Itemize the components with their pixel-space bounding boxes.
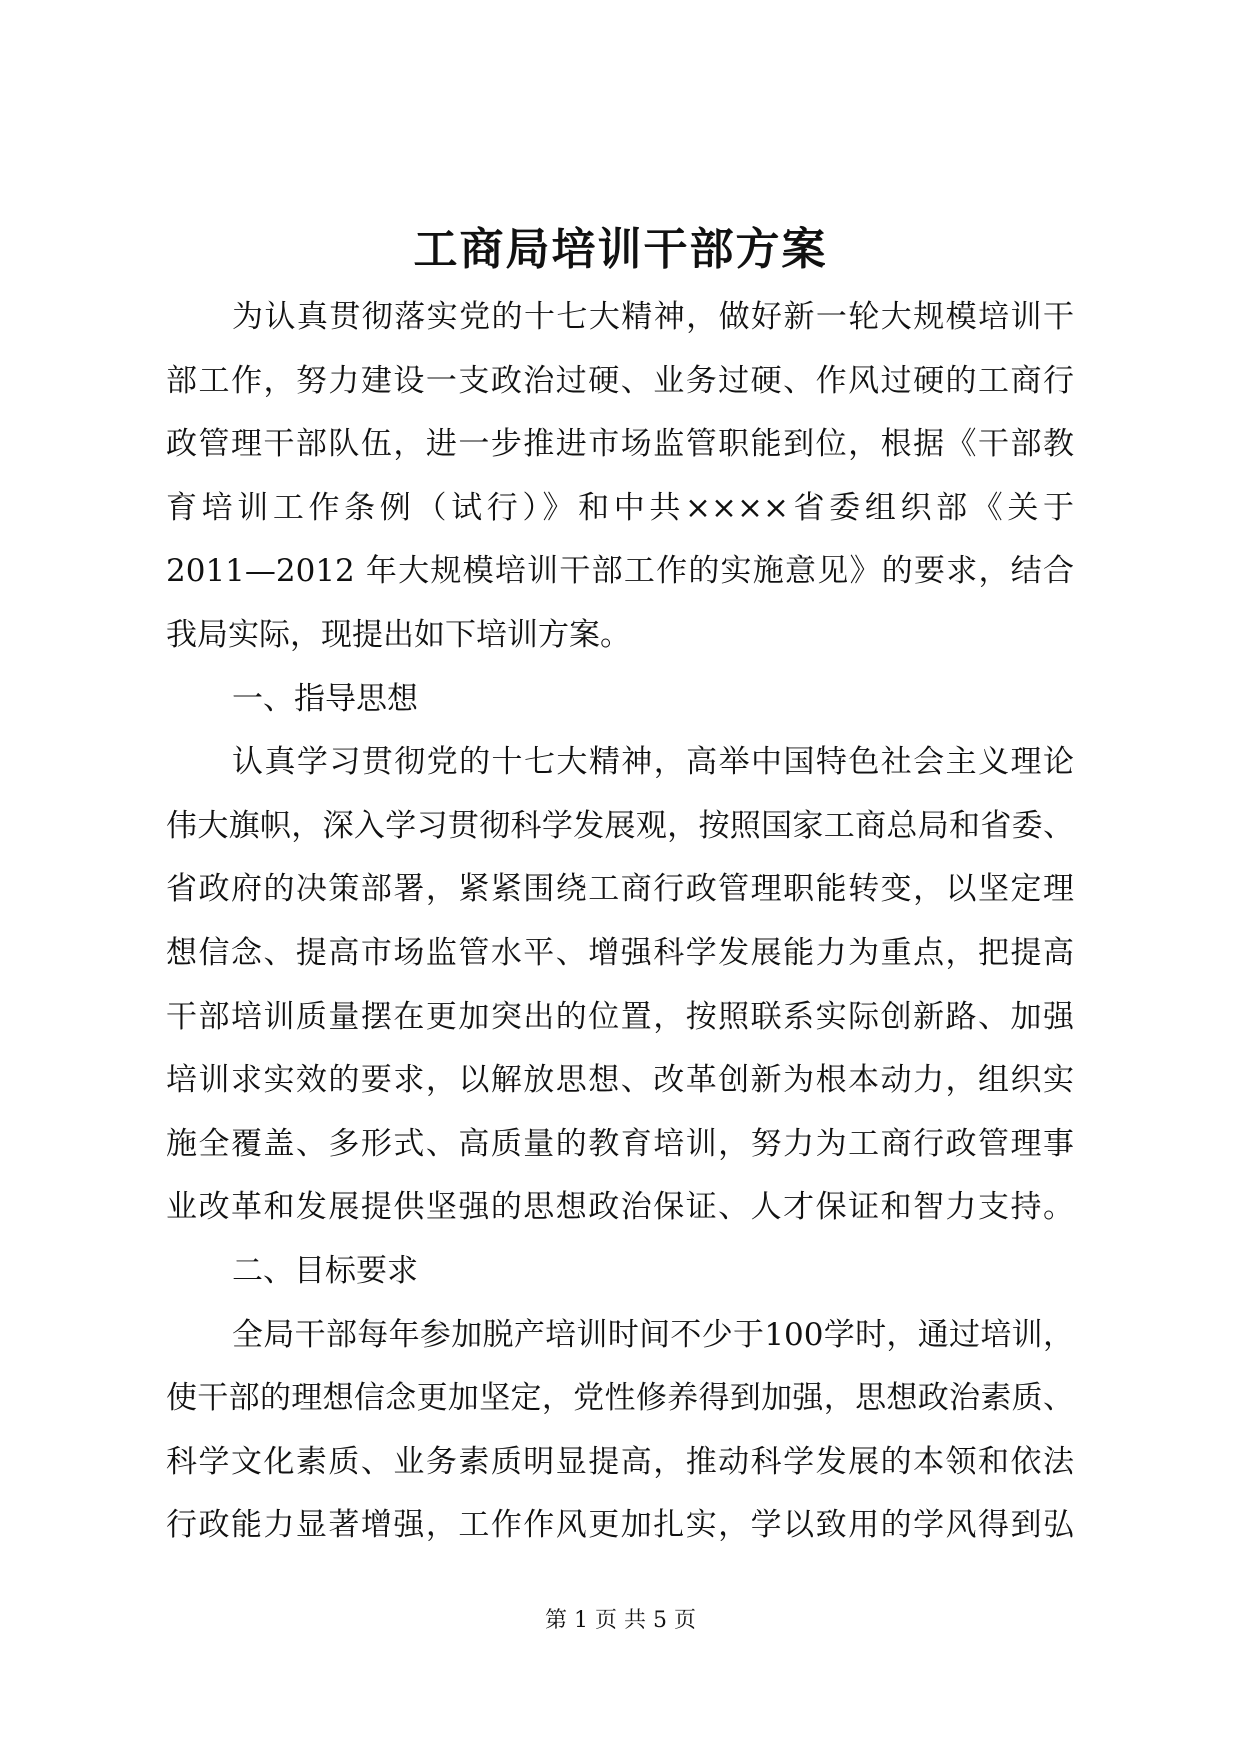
text-line: 科学文化素质、业务素质明显提高，推动科学发展的本领和依法: [166, 1443, 1074, 1480]
text-line: 施全覆盖、多形式、高质量的教育培训，努力为工商行政管理事: [166, 1125, 1074, 1162]
document-title: 工商局培训干部方案: [413, 224, 828, 275]
text-line: 政管理干部队伍，进一步推进市场监管职能到位，根据《干部教: [166, 426, 1074, 463]
text-line: 想信念、提高市场监管水平、增强科学发展能力为重点，把提高: [166, 934, 1074, 971]
text-line: 一、指导思想: [232, 680, 418, 717]
text-line: 省政府的决策部署，紧紧围绕工商行政管理职能转变，以坚定理: [166, 871, 1074, 908]
text-line: 行政能力显著增强，工作作风更加扎实，学以致用的学风得到弘: [166, 1507, 1074, 1544]
text-line: 2011—2012 年大规模培训干部工作的实施意见》的要求，结合: [166, 553, 1074, 590]
text-line: 业改革和发展提供坚强的思想政治保证、人才保证和智力支持。: [166, 1189, 1074, 1226]
text-line: 干部培训质量摆在更加突出的位置，按照联系实际创新路、加强: [166, 998, 1074, 1035]
text-line: 全局干部每年参加脱产培训时间不少于100学时，通过培训，: [232, 1316, 1074, 1353]
text-line: 伟大旗帜，深入学习贯彻科学发展观，按照国家工商总局和省委、: [166, 807, 1074, 844]
text-line: 育培训工作条例（试行）》和中共××××省委组织部《关于: [166, 489, 1074, 526]
document-body: [166, 286, 1074, 1558]
text-line: 我局实际，现提出如下培训方案。: [166, 616, 631, 653]
text-line: 为认真贯彻落实党的十七大精神，做好新一轮大规模培训干: [232, 299, 1074, 335]
text-line: 部工作，努力建设一支政治过硬、业务过硬、作风过硬的工商行: [166, 362, 1074, 399]
text-line: 使干部的理想信念更加坚定，党性修养得到加强，思想政治素质、: [166, 1380, 1074, 1417]
text-line: 二、目标要求: [232, 1252, 418, 1289]
text-line: 培训求实效的要求，以解放思想、改革创新为根本动力，组织实: [166, 1062, 1074, 1099]
text-line: 认真学习贯彻党的十七大精神，高举中国特色社会主义理论: [232, 744, 1074, 781]
page-footer: 第 1 页 共 5 页: [545, 1608, 696, 1633]
